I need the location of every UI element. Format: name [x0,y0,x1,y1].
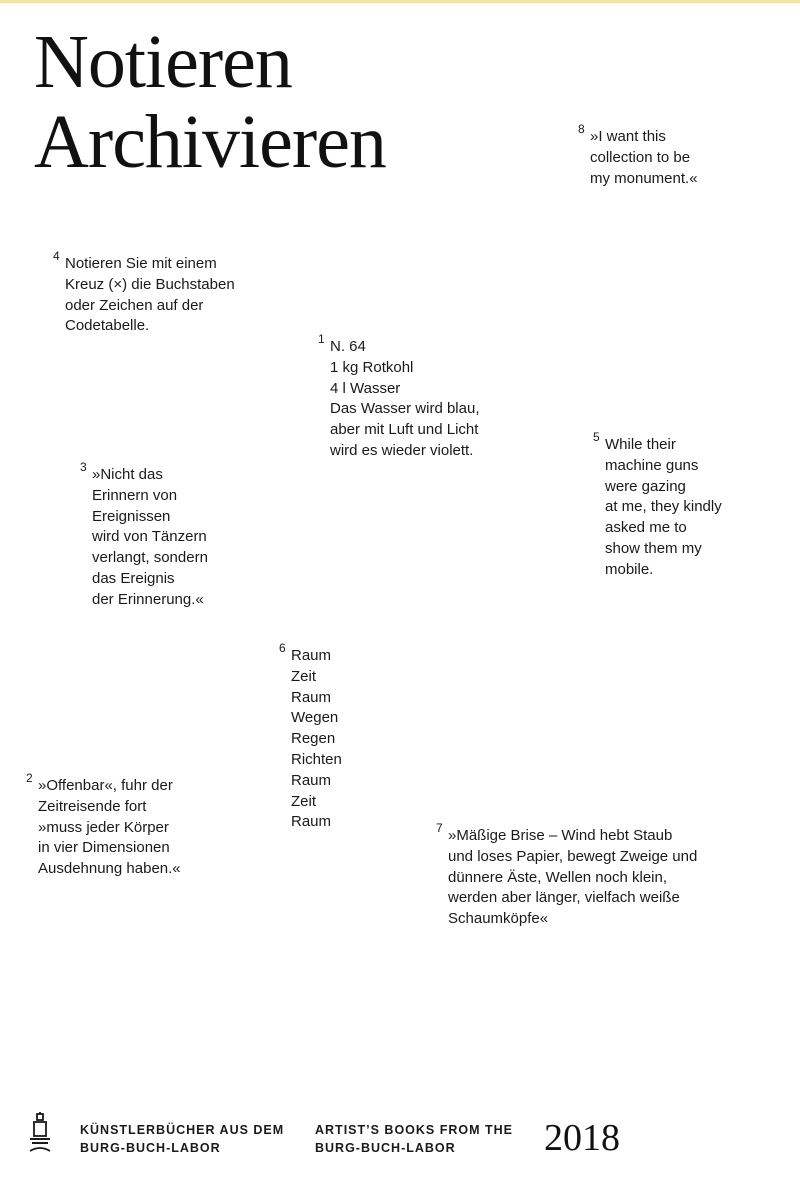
note-line: wird von Tänzern [92,528,207,546]
note-line: show them my [605,539,702,557]
note-line: my monument.« [590,169,698,187]
note-line: Notieren Sie mit einem [65,255,217,272]
note-line: »Nicht das [92,466,163,483]
footer-line: KÜNSTLERBÜCHER AUS DEM [80,1123,285,1137]
note-line: Raum [291,647,332,664]
note-line: Zeit [291,792,317,810]
note-5 [593,430,722,581]
title-line-1: Notieren [34,20,292,104]
note-line: were gazing [605,477,686,495]
footer-line: BURG-BUCH-LABOR [315,1141,456,1155]
note-line: aber mit Luft und Licht [330,421,479,439]
note-number: 8 [578,122,585,136]
note-line: Zeit [291,667,317,685]
note-line: der Erinnerung.« [92,590,204,608]
note-line: »muss jeder Körper [38,818,169,836]
note-4 [53,249,235,337]
note-1 [318,332,480,462]
note-line: collection to be [590,148,691,166]
footer-english-credit [315,1121,513,1157]
note-line: Erinnern von [92,486,178,504]
note-3 [80,460,208,611]
note-line: dünnere Äste, Wellen noch klein, [448,868,668,886]
note-line: 1 kg Rotkohl [330,358,414,376]
note-number: 4 [53,249,60,263]
note-line: mobile. [605,560,654,578]
note-line: Ausdehnung haben.« [38,860,181,878]
note-line: das Ereignis [92,569,175,587]
note-line: Raum [291,813,332,831]
note-line: verlangt, sondern [92,549,208,567]
note-line: Das Wasser wird blau, [330,400,480,418]
note-line: While their [605,436,676,453]
note-number: 3 [80,460,87,474]
note-line: machine guns [605,456,699,474]
note-line: N. 64 [330,338,366,355]
note-number: 2 [26,771,33,785]
note-line: Wegen [291,709,339,727]
note-line: Raum [291,688,332,706]
note-line: »Offenbar«, fuhr der [38,777,173,794]
page-title [34,22,386,182]
note-line: »Mäßige Brise – Wind hebt Staub [448,827,673,844]
note-number: 1 [318,332,325,346]
note-line: 4 l Wasser [330,379,401,397]
note-line: Kreuz (×) die Buchstaben [65,275,235,293]
note-line: Schaumköpfe« [448,910,549,928]
footer-line: ARTIST’S BOOKS FROM THE [315,1123,513,1137]
note-line: at me, they kindly [605,498,722,516]
title-line-2: Archivieren [34,100,386,184]
note-number: 5 [593,430,600,444]
note-line: werden aber länger, vielfach weiße [448,889,680,907]
note-line: oder Zeichen auf der [65,296,204,314]
note-7 [436,821,698,930]
note-number: 7 [436,821,443,835]
note-line: Raum [291,771,332,789]
footer [0,1108,800,1168]
footer-line: BURG-BUCH-LABOR [80,1141,221,1155]
note-8 [578,122,698,189]
note-line: Zeitreisende fort [38,797,147,815]
note-line: Richten [291,750,342,768]
note-line: asked me to [605,519,687,537]
note-6 [279,641,342,833]
footer-year: 2018 [544,1117,620,1159]
note-2 [26,771,181,880]
note-number: 6 [279,641,286,655]
note-line: Ereignissen [92,507,171,525]
note-line: wird es wieder violett. [330,441,474,459]
note-line: Codetabelle. [65,317,150,335]
building-logo-icon [26,1112,54,1156]
footer-german-credit [80,1121,284,1157]
note-line: Regen [291,730,336,748]
note-line: »I want this [590,128,666,145]
top-edge-line [0,0,800,3]
note-line: in vier Dimensionen [38,839,170,857]
note-line: und loses Papier, bewegt Zweige und [448,847,698,865]
